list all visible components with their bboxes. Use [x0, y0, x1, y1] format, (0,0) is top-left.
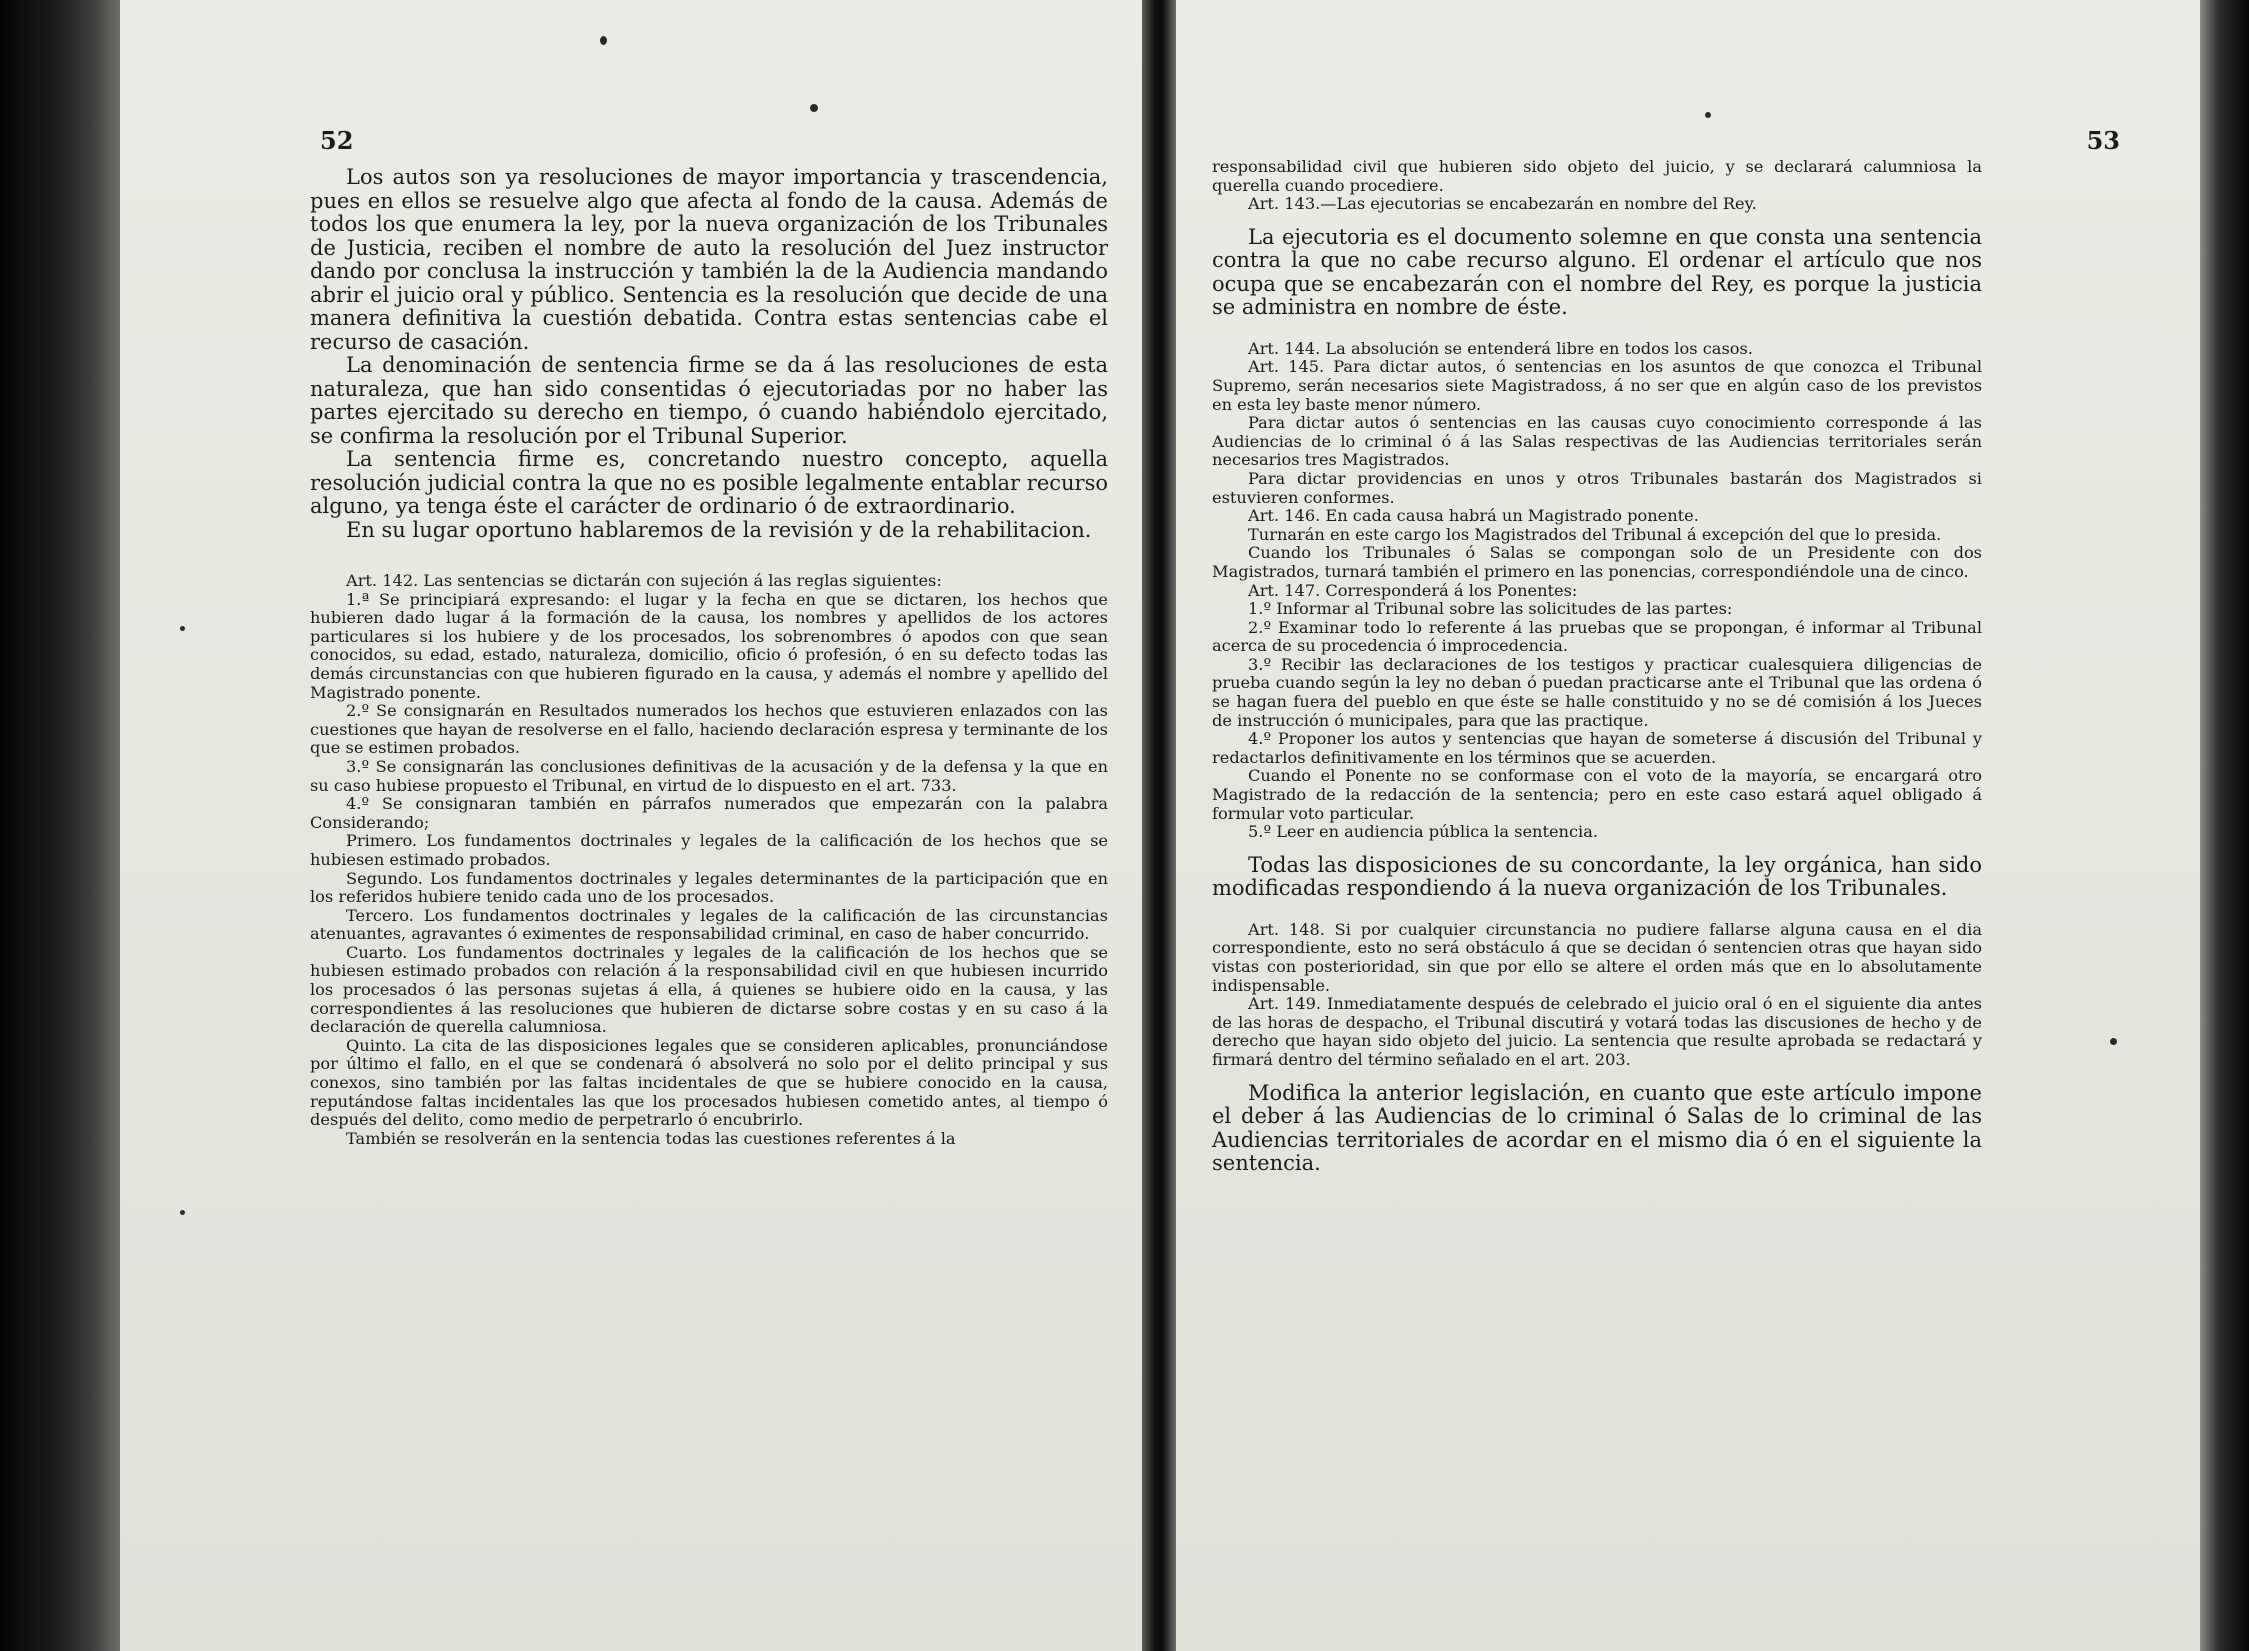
speck	[2110, 1038, 2117, 1045]
commentary-paragraph: La ejecutoria es el documento solemne en que consta una sentencia contra la que no cabe recurso alguno. El ordenar el artículo que nos ocupa que se encabezarán con el nombre del Rey, es porque la justicia se administra en nombre de éste.	[1212, 224, 1982, 320]
commentary-paragraph: Modifica la anterior legislación, en cuanto que este artículo impone el deber á las Audiencias de lo criminal ó Salas de lo criminal de las Audiencias territoriales de acordar en el mismo dia ó en el siguiente la sentencia.	[1212, 1080, 1982, 1176]
commentary-paragraph: En su lugar oportuno hablaremos de la revisión y de la rehabilitacion.	[346, 517, 1092, 542]
speck	[180, 1210, 185, 1215]
article-paragraph: Cuando los Tribunales ó Salas se compongan solo de un Presidente con dos Magistrados, turnará también el primero en las ponencias, correspondiéndole una de cinco.	[1212, 543, 1982, 581]
commentary-paragraph: La denominación de sentencia firme se da á las resoluciones de esta naturaleza, que han sido consentidas ó ejecutoriadas por no haber las partes ejercitado su derecho en tiempo, ó cuando habiéndolo ejercitado, se confirma la resolución por el Tribunal Superior.	[310, 353, 1108, 448]
article-paragraph: Para dictar providencias en unos y otros Tribunales bastarán dos Magistrados si estuvieren conformes.	[1212, 468, 1982, 507]
article-142-heading: Art. 142. Las sentencias se dictarán con sujeción á las reglas siguientes:	[346, 571, 942, 590]
right-page	[1176, 0, 2200, 1651]
commentary-paragraph: La sentencia firme es, concretando nuestro concepto, aquella resolución judicial contra la que no es posible legalmente entablar recurso alguno, ya tenga éste el carácter de ordinario ó de extraordinario.	[310, 447, 1108, 518]
article-paragraph: También se resolverán en la sentencia todas las cuestiones referentes á la	[346, 1128, 956, 1148]
article-145: Art. 145. Para dictar autos, ó sentencias en los asuntos de que conozca el Tribunal Supremo, serán necesarios siete Magistradoss, á no ser que en algún caso de los previstos en esta ley baste menor número.	[1212, 357, 1982, 414]
article-paragraph: 1.ª Se principiará expresando: el lugar y la fecha en que se dictaren, los hechos que hubieren dado lugar á la formación de la causa, los nombres y apellidos de los actores particulares si los hubiere y de los procesados, los sobrenombres ó apodos con que sean conocidos, su edad, estado, naturaleza, domicilio, oficio ó profesión, ó en su defecto todas las demás circunstancias con que hubieren figurado en la causa, y además el nombre y apellido del Magistrado ponente.	[310, 589, 1108, 702]
article-paragraph: Primero. Los fundamentos doctrinales y legales de la calificación de los hechos que se hubiesen estimado probados.	[310, 831, 1108, 869]
article-paragraph: Turnarán en este cargo los Magistrados del Tribunal á excepción del que lo presida.	[1248, 524, 1942, 544]
left-page-text	[310, 166, 1108, 1148]
speck	[1705, 112, 1711, 118]
center-gutter-shadow	[1142, 0, 1176, 1651]
right-binding-shadow	[2200, 0, 2249, 1651]
article-paragraph: 4.º Proponer los autos y sentencias que hayan de someterse á discusión del Tribunal y redactarlos definitivamente en los términos que se acuerden.	[1212, 729, 1982, 767]
article-paragraph: Segundo. Los fundamentos doctrinales y legales determinantes de la participación que en los referidos hubiere tenido cada uno de los procesados.	[310, 868, 1108, 907]
commentary-paragraph: Todas las disposiciones de su concordante, la ley orgánica, han sido modificadas respondiendo á la nueva organización de los Tribunales.	[1212, 852, 1982, 901]
article-paragraph: 2.º Examinar todo lo referente á las pruebas que se propongan, é informar al Tribunal acerca de su procedencia ó improcedencia.	[1212, 617, 1982, 656]
article-paragraph: Quinto. La cita de las disposiciones legales que se consideren aplicables, pronunciándose por último el fallo, en el que se condenará ó absolverá no solo por el delito principal y sus conexos, sino también por las faltas incidentales de que se hubiere conocido en la causa, reputándose faltas incidentales las que los procesados hubiesen cometido antes, al tiempo ó después del delito, como medio de perpetrarlo ó encubrirlo.	[310, 1035, 1108, 1130]
left-page	[120, 0, 1142, 1651]
article-147: Art. 147. Corresponderá á los Ponentes:	[1248, 580, 1578, 600]
article-paragraph: 1.º Informar al Tribunal sobre las solicitudes de las partes:	[1248, 599, 1733, 619]
article-paragraph: 3.º Recibir las declaraciones de los testigos y practicar cualesquiera diligencias de prueba cuando según la ley no deban ó puedan practicarse ante el Tribunal que las ordena ó se hagan fuera del pueblo en que éste se halle constituido y no se dé comisión á los Jueces de instrucción ó municipales, para que las practique.	[1212, 654, 1982, 730]
article-paragraph: Cuarto. Los fundamentos doctrinales y legales de la calificación de los hechos que se hubiesen estimado probados con relación á la responsabilidad civil en que hubiesen incurrido los procesados ó las personas sujetas á ella, á quienes se hubiere oido en la causa, y las correspondientes á las resoluciones que hubieren de dictarse sobre costas y en su caso á la declaración de querella calumniosa.	[310, 942, 1108, 1037]
right-page-text	[1212, 158, 1982, 1176]
article-paragraph: Tercero. Los fundamentos doctrinales y legales de la calificación de las circunstancias atenuantes, agravantes ó eximentes de responsabilidad criminal, en caso de haber concurrido.	[310, 905, 1108, 944]
article-paragraph: Cuando el Ponente no se conformase con el voto de la mayoría, se encargará otro Magistrado de la redacción de la sentencia; pero en este caso estará aquel obligado á formular voto particular.	[1212, 766, 1982, 823]
left-binding-shadow	[0, 0, 120, 1651]
article-149: Art. 149. Inmediatamente después de celebrado el juicio oral ó en el siguiente dia antes de las horas de despacho, el Tribunal discutirá y votará todas las discusiones de hecho y de derecho que hayan sido objeto del juicio. La sentencia que resulte aprobada se redactará y firmará dentro del término señalado en el art. 203.	[1212, 994, 1982, 1069]
article-paragraph: 4.º Se consignaran también en párrafos numerados que empezarán con la palabra Considerando;	[310, 794, 1108, 832]
article-paragraph: responsabilidad civil que hubieren sido objeto del juicio, y se declarará calumniosa la querella cuando procediere.	[1212, 157, 1982, 195]
right-page-number: 53	[2086, 126, 2120, 155]
article-paragraph: 3.º Se consignarán las conclusiones definitivas de la acusación y de la defensa y la que en su caso hubiese propuesto el Tribunal, en virtud de lo dispuesto en el art. 733.	[310, 756, 1108, 795]
article-144: Art. 144. La absolución se entenderá libre en todos los casos.	[1248, 338, 1753, 358]
commentary-paragraph: Los autos son ya resoluciones de mayor importancia y trascendencia, pues en ellos se resuelve algo que afecta al fondo de la causa. Además de todos los que enumera la ley, por la nueva organización de los Tribunales de Justicia, reciben el nombre de auto la resolución del Juez instructor dando por conclusa la instrucción y también la de la Audiencia mandando abrir el juicio oral y público. Sentencia es la resolución que decide de una manera definitiva la cuestión debatida. Contra estas sentencias cabe el recurso de casación.	[310, 165, 1108, 354]
article-146: Art. 146. En cada causa habrá un Magistrado ponente.	[1248, 506, 1699, 526]
article-paragraph: 5.º Leer en audiencia pública la sentencia.	[1248, 822, 1599, 842]
left-page-number: 52	[320, 126, 354, 155]
article-148: Art. 148. Si por cualquier circunstancia no pudiere fallarse alguna causa en el dia correspondiente, esto no será obstáculo á que se decidan ó sentencien otras que hayan sido vistas con posterioridad, sin que por ello se altere el orden más que en lo absolutamente indispensable.	[1212, 919, 1982, 995]
speck	[810, 104, 818, 112]
speck	[600, 36, 607, 45]
speck	[180, 626, 185, 631]
article-143: Art. 143.—Las ejecutorias se encabezarán en nombre del Rey.	[1248, 194, 1757, 214]
article-paragraph: 2.º Se consignarán en Resultados numerados los hechos que estuvieren enlazados con las cuestiones que hayan de resolverse en el fallo, haciendo declaración espresa y terminante de los que se estimen probados.	[310, 701, 1108, 758]
article-paragraph: Para dictar autos ó sentencias en las causas cuyo conocimiento corresponde á las Audiencias de lo criminal ó á las Salas respectivas de las Audiencias territoriales serán necesarios tres Magistrados.	[1212, 413, 1982, 470]
